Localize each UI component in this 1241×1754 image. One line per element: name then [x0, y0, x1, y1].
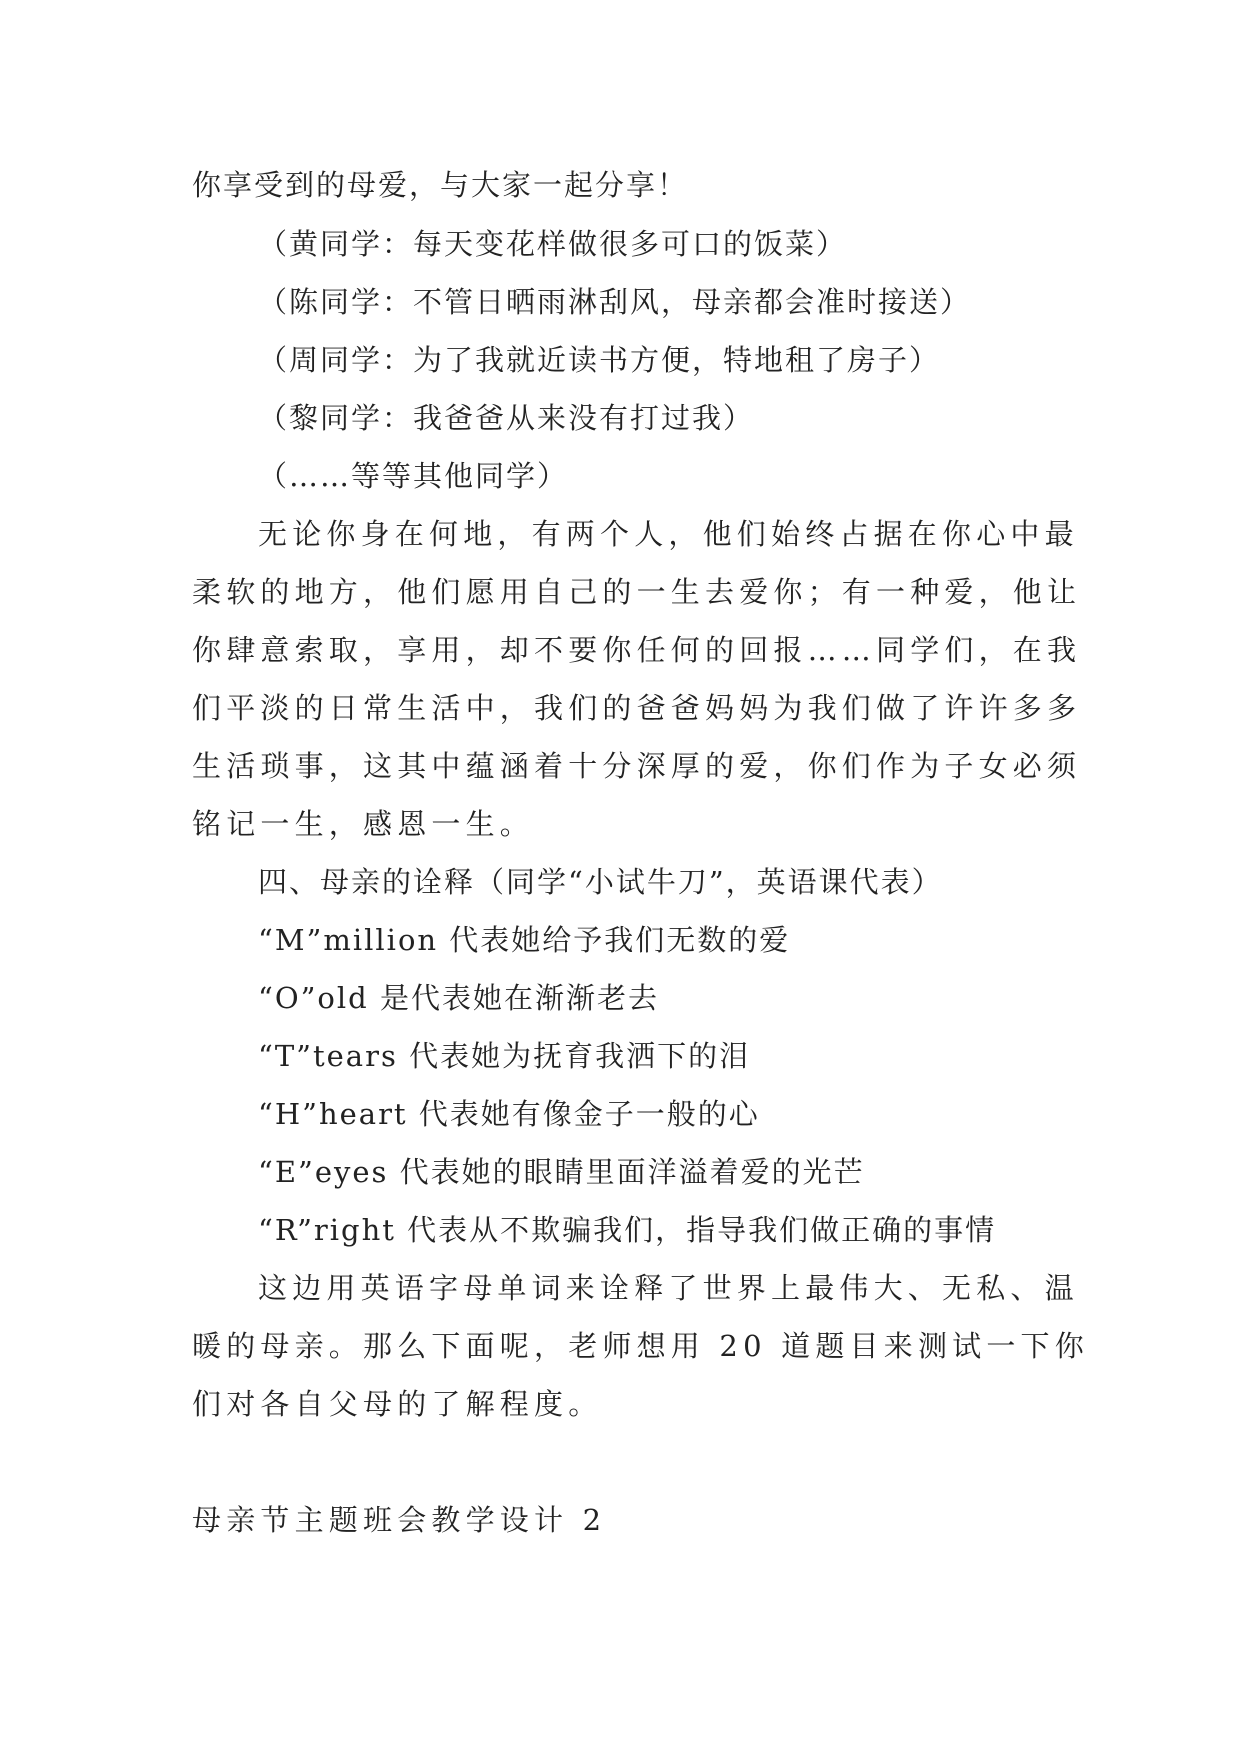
section-heading: 母亲节主题班会教学设计 2	[192, 1503, 607, 1537]
text-line: 这边用英语字母单词来诠释了世界上最伟大、无私、温	[258, 1271, 1079, 1305]
text-line: 生活琐事，这其中蕴涵着十分深厚的爱，你们作为子女必须	[192, 749, 1082, 783]
text-line: 铭记一生，感恩一生。	[192, 807, 535, 841]
text-line: （陈同学：不管日晒雨淋刮风，母亲都会准时接送）	[258, 285, 972, 319]
text-line: （……等等其他同学）	[258, 459, 569, 493]
text-line: 四、母亲的诠释（同学“小试牛刀”，英语课代表）	[258, 865, 943, 899]
text-line: （黎同学：我爸爸从来没有打过我）	[258, 401, 755, 435]
text-line: “O”old 是代表她在渐渐老去	[258, 981, 659, 1015]
text-line: 们平淡的日常生活中，我们的爸爸妈妈为我们做了许许多多	[192, 691, 1082, 725]
text-line: 你享受到的母爱，与大家一起分享！	[192, 168, 689, 202]
text-line: 无论你身在何地，有两个人，他们始终占据在你心中最	[258, 517, 1079, 551]
text-line: （黄同学：每天变花样做很多可口的饭菜）	[258, 227, 848, 261]
text-line: “R”right 代表从不欺骗我们，指导我们做正确的事情	[258, 1213, 997, 1247]
text-line: “E”eyes 代表她的眼睛里面洋溢着爱的光芒	[258, 1155, 865, 1189]
text-line: 柔软的地方，他们愿用自己的一生去爱你；有一种爱，他让	[192, 575, 1082, 609]
text-line: “M”million 代表她给予我们无数的爱	[258, 923, 791, 957]
text-line: （周同学：为了我就近读书方便，特地租了房子）	[258, 343, 941, 377]
text-line: 你肆意索取，享用，却不要你任何的回报……同学们，在我	[192, 633, 1082, 667]
text-line: 暖的母亲。那么下面呢，老师想用 20 道题目来测试一下你	[192, 1329, 1089, 1363]
text-line: “H”heart 代表她有像金子一般的心	[258, 1097, 760, 1131]
text-line: “T”tears 代表她为抚育我洒下的泪	[258, 1039, 751, 1073]
text-line: 们对各自父母的了解程度。	[192, 1387, 603, 1421]
